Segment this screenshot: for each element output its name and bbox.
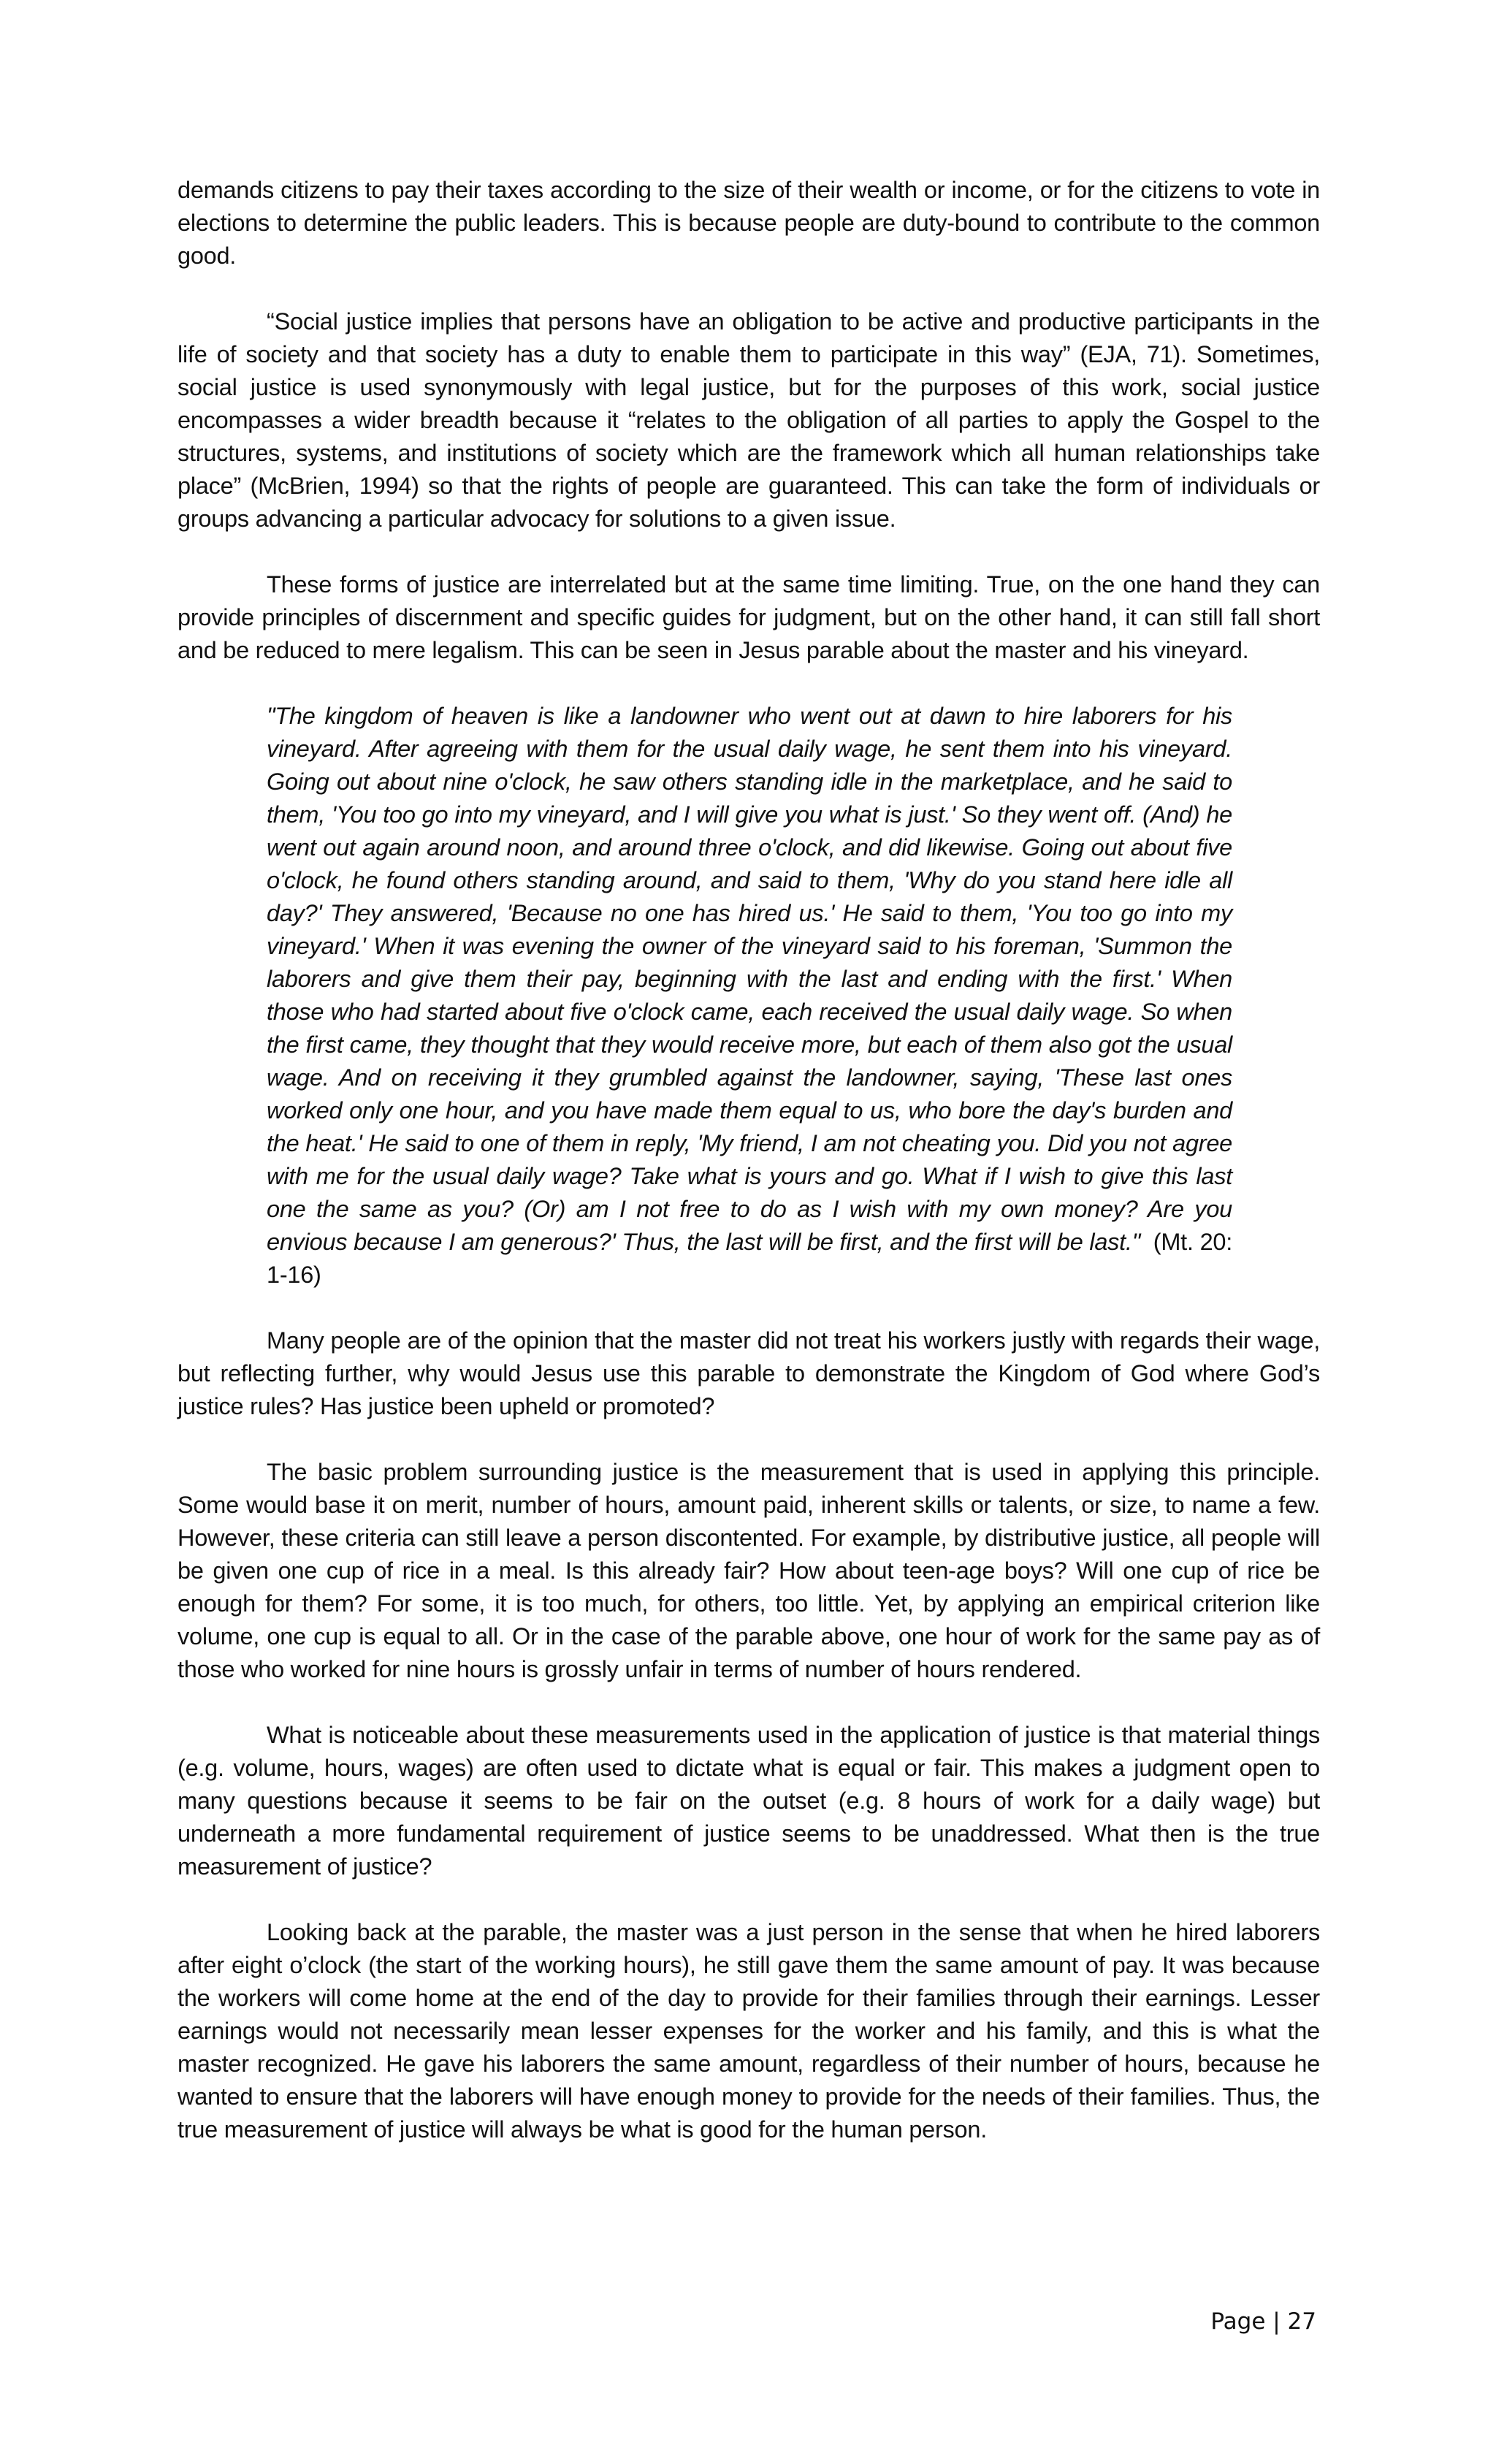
parable-quote: [267, 700, 1232, 1292]
parable-quote-text: "The kingdom of heaven is like a landowner who went out at dawn to hire laborers for his vineyard. After agreeing with them for the usual daily wage, he sent them into his vineyard. Going out about nine o'clock, he saw others standing idle in the marketplace, and he said to them, 'You too go into my vineyard, and I will give you what is just.' So they went off. (And) he went out again around noon, and around three o'clock, and did likewise. Going out about five o'clock, he found others standing around, and said to them, 'Why do you stand here idle all day?' They answered, 'Because no one has hired us.' He said to them, 'You too go into my vineyard.' When it was evening the owner of the vineyard said to his foreman, 'Summon the laborers and give them their pay, beginning with the last and ending with the first.' When those who had started about five o'clock came, each received the usual daily wage. So when the first came, they thought that they would receive more, but each of them also got the usual wage. And on receiving it they grumbled against the landowner, saying, 'These last ones worked only one hour, and you have made them equal to us, who bore the day's burden and the heat.' He said to one of them in reply, 'My friend, I am not cheating you. Did you not agree with me for the usual daily wage? Take what is yours and go. What if I wish to give this last one the same as you? (Or) am I not free to do as I wish with my own money? Are you envious because I am generous?' Thus, the last will be first, and the first will be last.": [267, 703, 1232, 1255]
parable-citation: (Mt. 20: 1-16): [267, 1229, 1233, 1288]
paragraph-opinion: Many people are of the opinion that the master did not treat his workers justly with regards their wage, but reflecting further, why would Jesus use this parable to demonstrate the Kingdom of God where God’s justice rules? Has justice been upheld or promoted?: [178, 1327, 1320, 1419]
paragraph-forms-of-justice: These forms of justice are interrelated but at the same time limiting. True, on the one hand they can provide principles of discernment and specific guides for judgment, but on the other hand, it can still fall short and be reduced to mere legalism. This can be seen in Jesus parable about the master and his vineyard.: [178, 571, 1320, 663]
page-number: Page | 27: [1210, 2308, 1316, 2335]
paragraph-material-measurements: What is noticeable about these measurements used in the application of justice is that material things (e.g. volume, hours, wages) are often used to dictate what is equal or fair. This makes a judgment open to many questions because it seems to be fair on the outset (e.g. 8 hours of work for a daily wage) but underneath a more fundamental requirement of justice seems to be unaddressed. What then is the true measurement of justice?: [178, 1722, 1320, 1880]
paragraph-measurement-problem: The basic problem surrounding justice is the measurement that is used in applying this principle. Some would base it on merit, number of hours, amount paid, inherent skills or talents, or size, to name a few. However, these criteria can still leave a person discontented. For example, by distributive justice, all people will be given one cup of rice in a meal. Is this already fair? How about teen-age boys? Will one cup of rice be enough for them? For some, it is too much, for others, too little. Yet, by applying an empirical criterion like volume, one cup is equal to all. Or in the case of the parable above, one hour of work for the same pay as of those who worked for nine hours is grossly unfair in terms of number of hours rendered.: [178, 1459, 1320, 1682]
paragraph-continuation: demands citizens to pay their taxes according to the size of their wealth or income, or for the citizens to vote in elections to determine the public leaders. This is because people are duty-bound to contribute to the common good.: [178, 177, 1320, 269]
paragraph-true-measurement: Looking back at the parable, the master was a just person in the sense that when he hired laborers after eight o’clock (the start of the working hours), he still gave them the same amount of pay. It was because the workers will come home at the end of the day to provide for their families through their earnings. Lesser earnings would not necessarily mean lesser expenses for the worker and his family, and this is what the master recognized. He gave his laborers the same amount, regardless of their number of hours, because he wanted to ensure that the laborers will have enough money to provide for the needs of their families. Thus, the true measurement of justice will always be what is good for the human person.: [178, 1919, 1320, 2143]
page-body: [178, 174, 1320, 2146]
paragraph-social-justice: “Social justice implies that persons have an obligation to be active and productive participants in the life of society and that society has a duty to enable them to participate in this way” (EJA, 71). Sometimes, social justice is used synonymously with legal justice, but for the purposes of this work, social justice encompasses a wider breadth because it “relates to the obligation of all parties to apply the Gospel to the structures, systems, and institutions of society which are the framework which all human relationships take place” (McBrien, 1994) so that the rights of people are guaranteed. This can take the form of individuals or groups advancing a particular advocacy for solutions to a given issue.: [178, 308, 1320, 532]
